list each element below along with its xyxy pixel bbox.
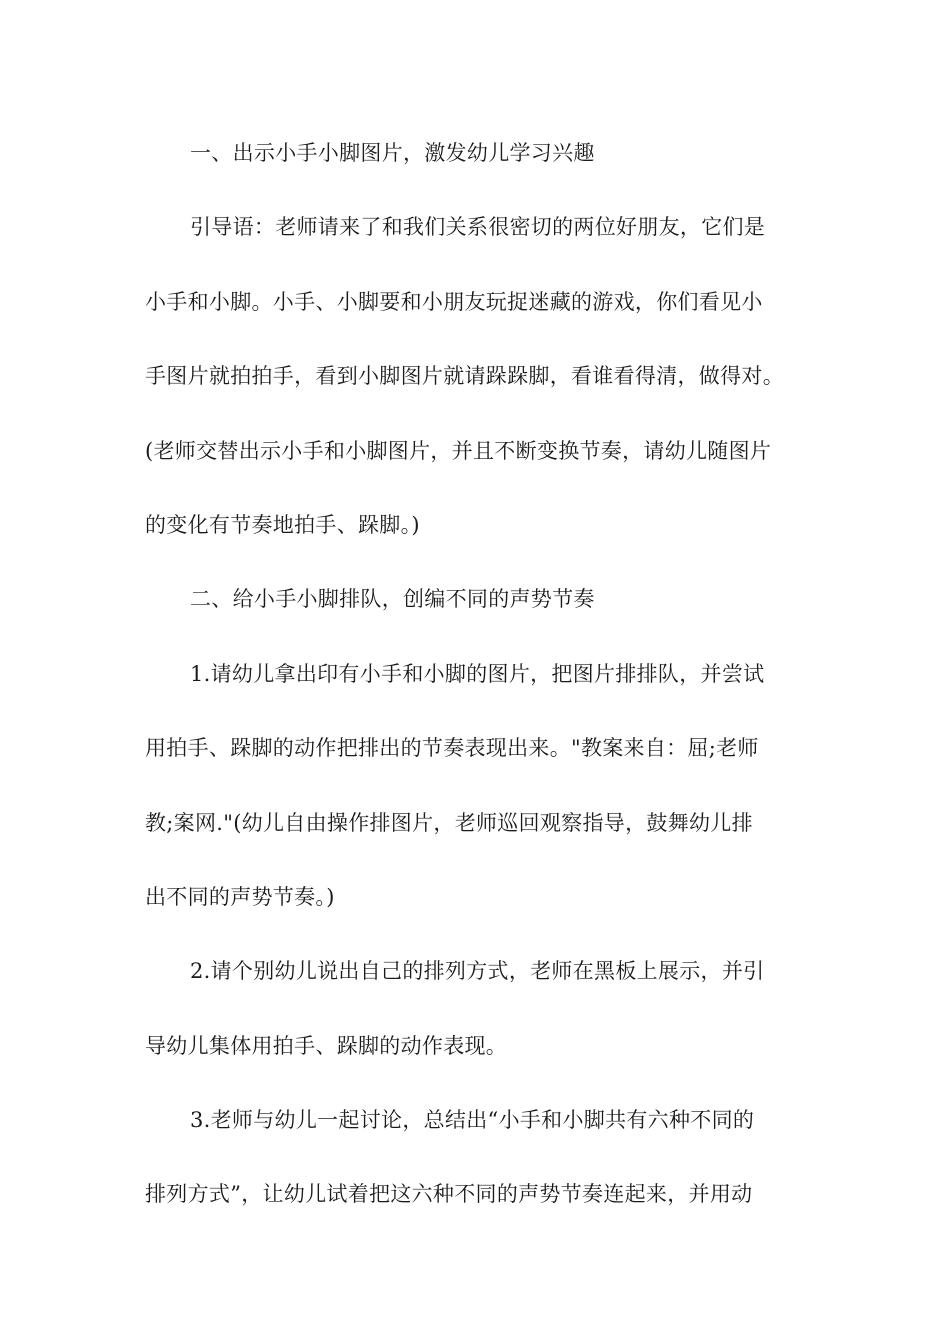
paragraph-line: 手图片就拍拍手，看到小脚图片就请跺跺脚，看谁看得清，做得对。 [145,364,784,389]
paragraph-line: 出不同的声势节奏。) [145,884,335,909]
paragraph-line: 1.请幼儿拿出印有小手和小脚的图片，把图片排排队，并尝试 [190,661,765,686]
paragraph-line: 小手和小脚。小手、小脚要和小朋友玩捉迷藏的游戏，你们看见小 [145,289,763,314]
section-heading-1: 一、出示小手小脚图片，激发幼儿学习兴趣 [190,141,595,165]
document-body [145,131,815,1247]
paragraph-line: 引导语：老师请来了和我们关系很密切的两位好朋友，它们是 [190,215,766,240]
paragraph-line: 用拍手、跺脚的动作把排出的节奏表现出来。"教案来自：屈;老师 [145,736,759,761]
paragraph-line: 的变化有节奏地拍手、跺脚。) [145,512,420,537]
section-heading-2: 二、给小手小脚排队，创编不同的声势节奏 [190,587,595,612]
paragraph-line: 排列方式”，让幼儿试着把这六种不同的声势节奏连起来，并用动 [145,1182,753,1207]
paragraph-line: 教;案网."(幼儿自由操作排图片，老师巡回观察指导，鼓舞幼儿排 [145,810,753,835]
paragraph-line: 3.老师与幼儿一起讨论，总结出“小手和小脚共有六种不同的 [190,1108,755,1133]
paragraph-line: (老师交替出示小手和小脚图片，并且不断变换节奏，请幼儿随图片 [145,438,772,463]
paragraph-line: 2.请个别幼儿说出自己的排列方式，老师在黑板上展示，并引 [190,959,765,984]
paragraph-line: 导幼儿集体用拍手、跺脚的动作表现。 [145,1033,508,1058]
